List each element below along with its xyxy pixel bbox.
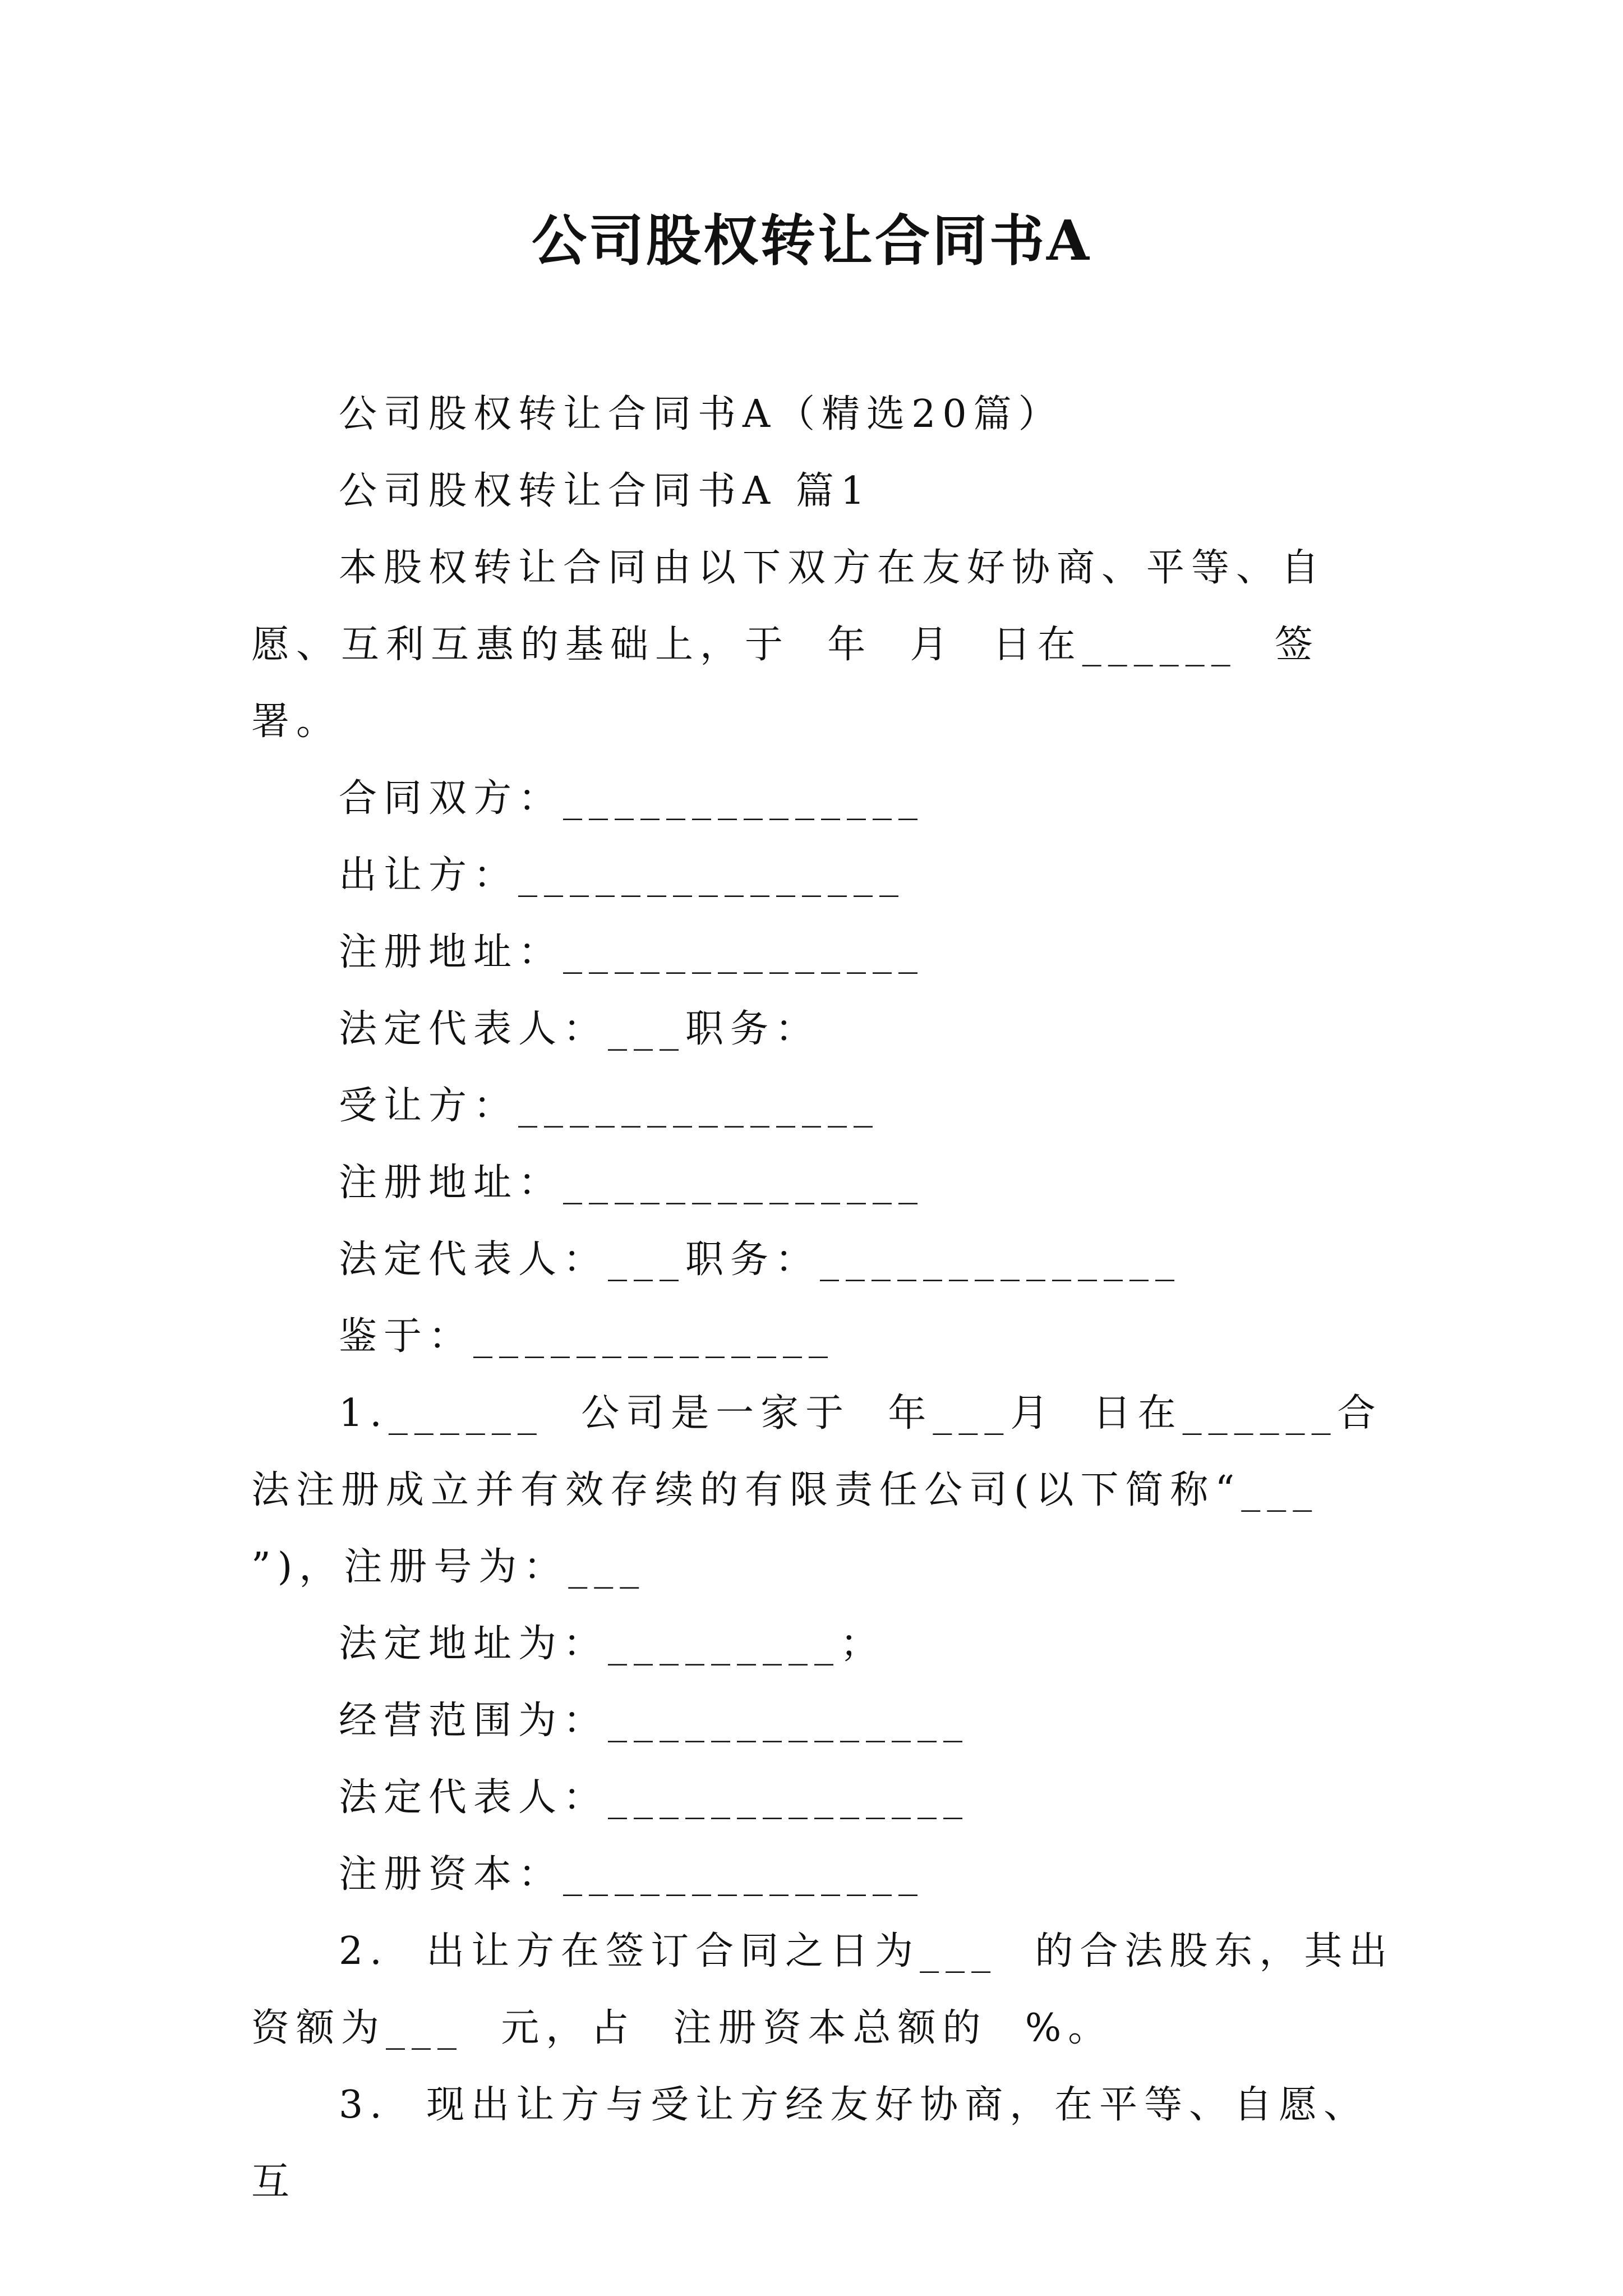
paragraph-registered-capital: 注册资本：______________ xyxy=(339,1852,925,1897)
paragraph-legal-representative: 法定代表人：______________ xyxy=(339,1775,970,1820)
paragraph-clause-1: 1.______ 公司是一家于 年___月 日在______合法注册成立并有效存续的有限责任公司(以下简称“___ ”)，注册号为：___ xyxy=(251,1391,1382,1589)
paragraph-transferee-representative: 法定代表人：___职务：______________ xyxy=(339,1237,1182,1282)
paragraph-transferor: 出让方：_______________ xyxy=(339,853,906,898)
document-body xyxy=(251,376,1401,2220)
paragraph-transferor-address: 注册地址：______________ xyxy=(339,930,925,974)
paragraph-clause-2: 2. 出让方在签订合同之日为___ 的合法股东，其出资额为___ 元，占 注册资本总额的 %。 xyxy=(251,1929,1394,2050)
paragraph-section-heading: 公司股权转让合同书A 篇1 xyxy=(339,469,872,513)
document-title: 公司股权转让合同书A xyxy=(531,209,1092,273)
paragraph-legal-address: 法定地址为：_________； xyxy=(339,1622,886,1666)
paragraph-business-scope: 经营范围为：______________ xyxy=(339,1699,970,1743)
paragraph-parties: 合同双方：______________ xyxy=(339,776,925,821)
paragraph-whereas: 鉴于：______________ xyxy=(339,1314,835,1359)
paragraph-preamble: 本股权转让合同由以下双方在友好协商、平等、自愿、互利互惠的基础上，于 年 月 日在______ 签署。 xyxy=(251,546,1326,744)
paragraph-transferor-representative: 法定代表人：___职务： xyxy=(339,1007,820,1051)
paragraph-clause-3: 3. 现出让方与受让方经友好协商，在平等、自愿、互 xyxy=(251,2083,1369,2204)
paragraph-subtitle: 公司股权转让合同书A（精选20篇） xyxy=(339,392,1063,436)
paragraph-transferee-address: 注册地址：______________ xyxy=(339,1161,925,1205)
paragraph-transferee: 受让方：______________ xyxy=(339,1084,880,1128)
